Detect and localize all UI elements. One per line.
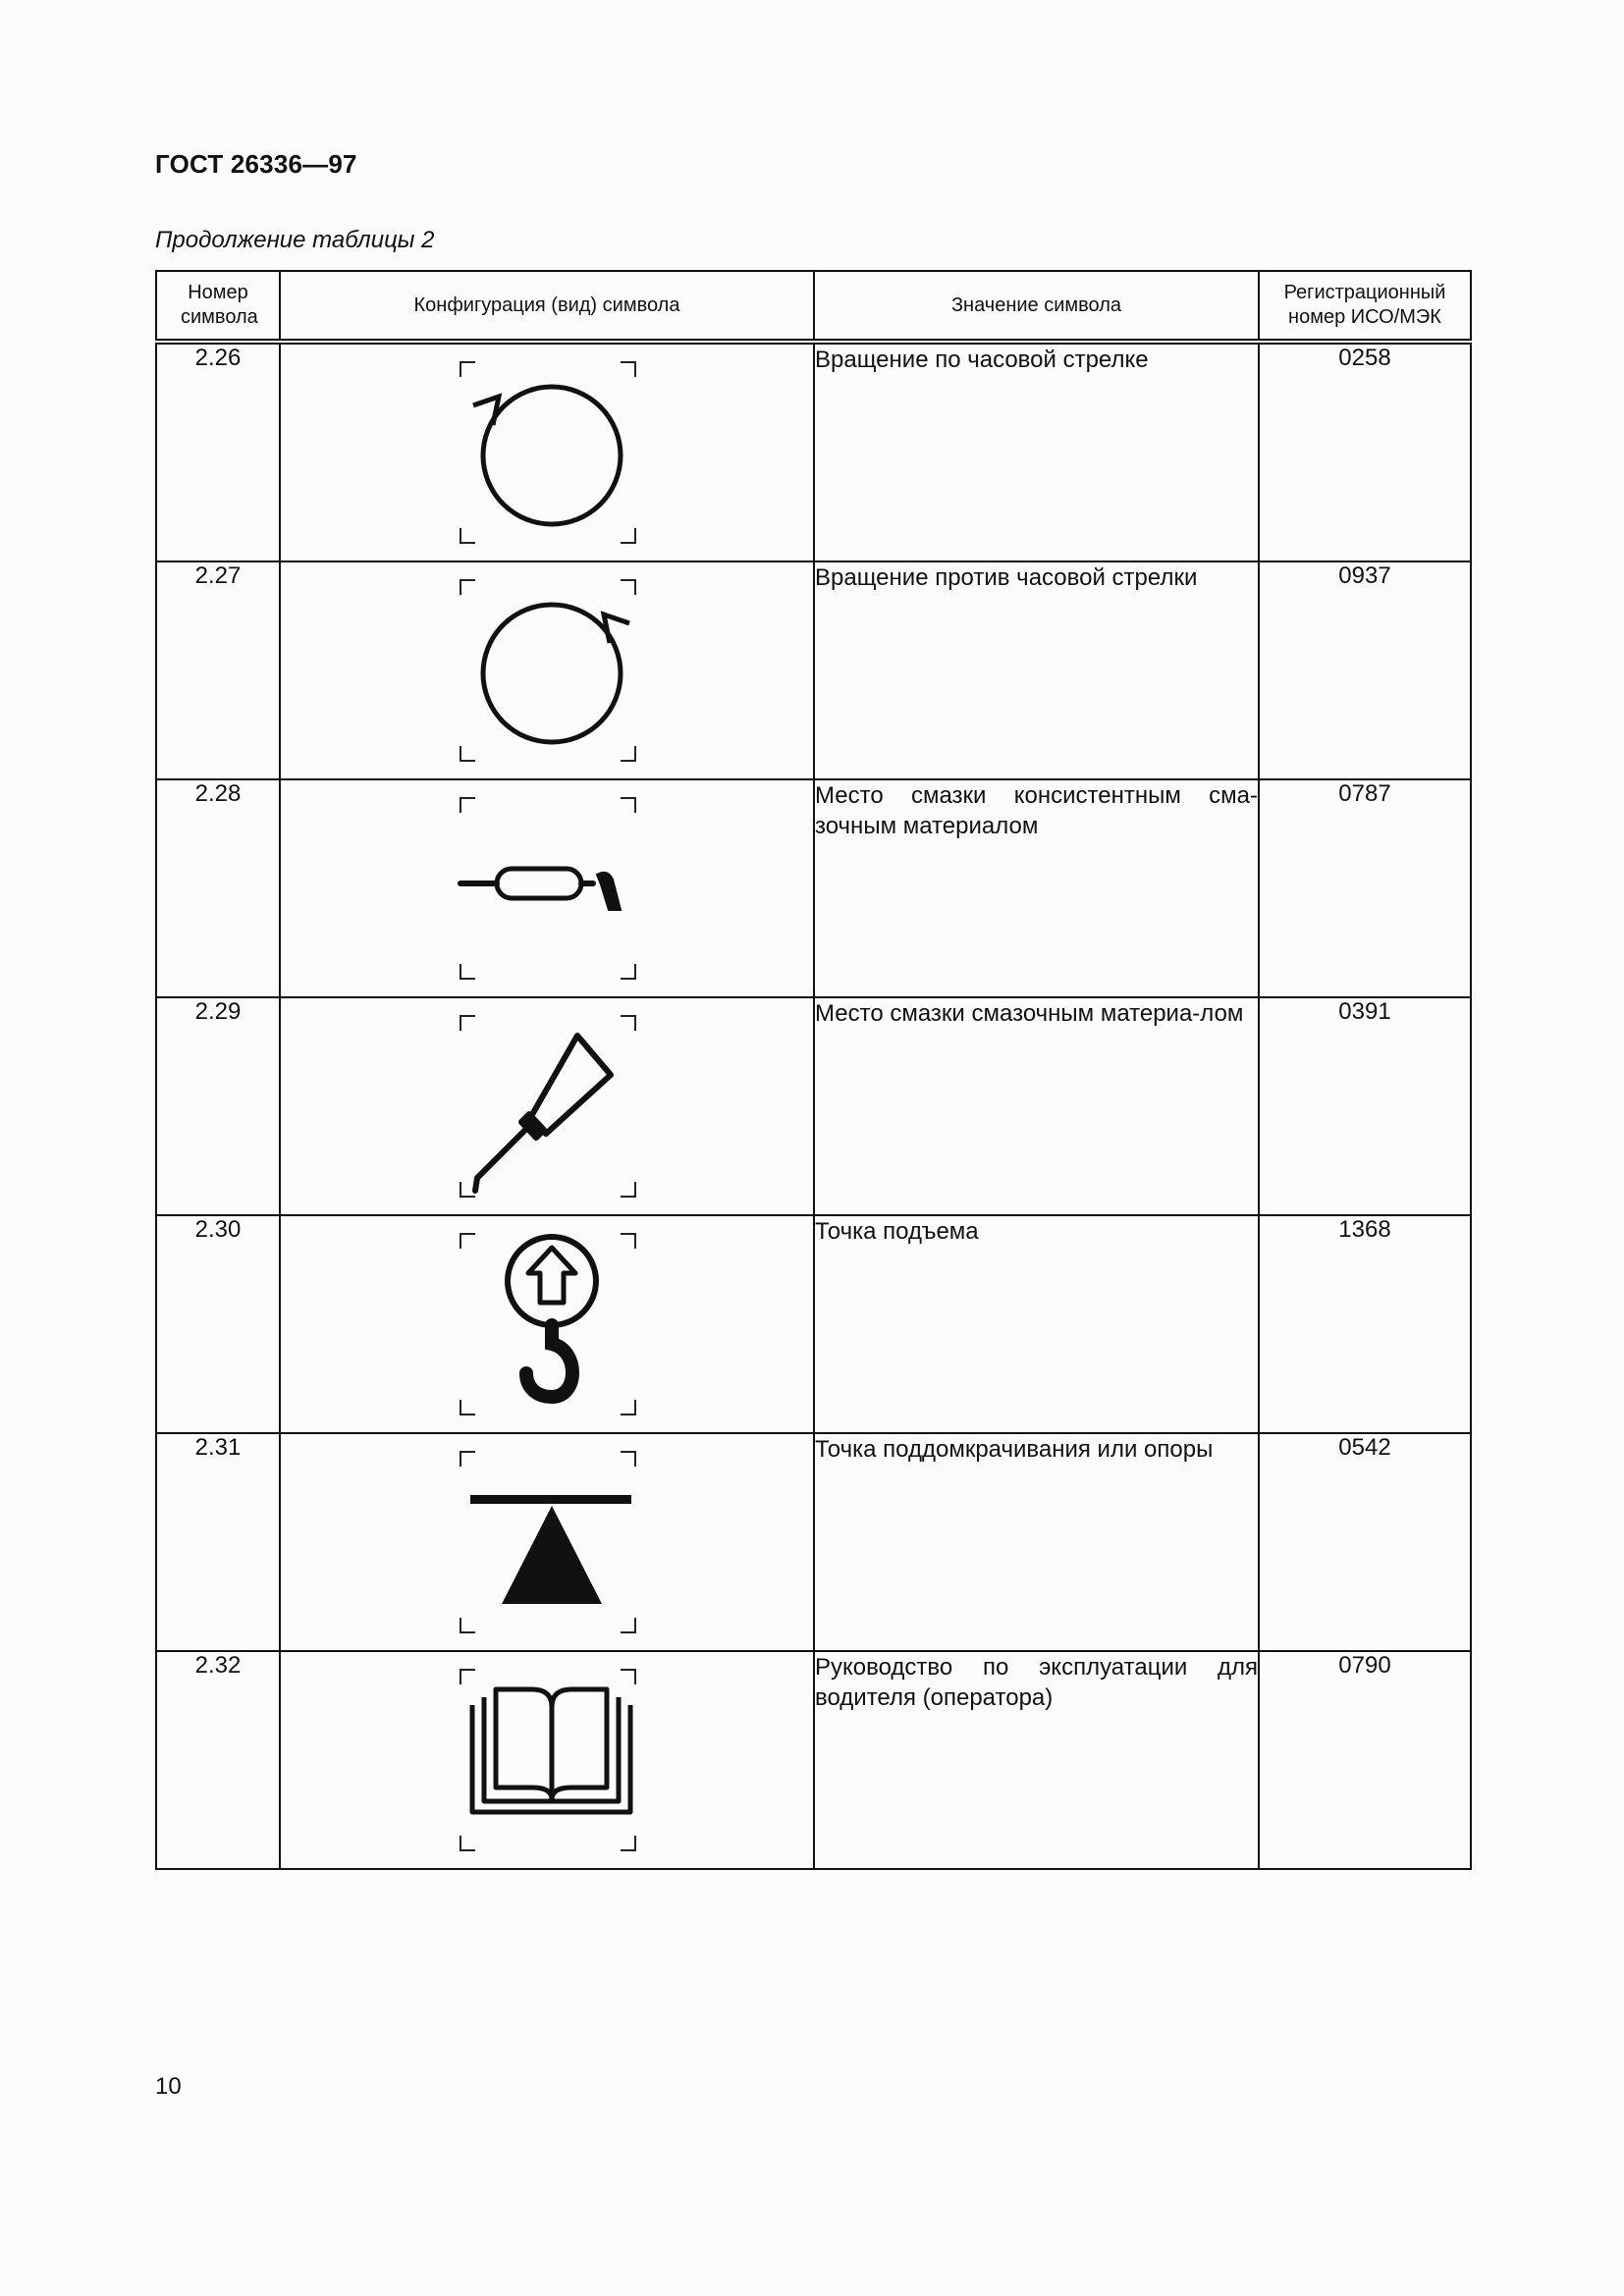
symbol-number: 2.32 <box>156 1651 280 1869</box>
table-row <box>156 779 1471 997</box>
symbol-number: 2.28 <box>156 779 280 997</box>
counterclockwise-rotation-icon <box>281 562 815 778</box>
document-code: ГОСТ 26336—97 <box>155 149 357 179</box>
symbol-meaning: Точка подъема <box>814 1215 1259 1433</box>
symbol-number: 2.30 <box>156 1215 280 1433</box>
table-row <box>156 561 1471 779</box>
symbol-meaning: Место смазки консистентным сма-зочным материалом <box>814 779 1259 997</box>
jacking-point-icon <box>281 1434 815 1650</box>
registration-number: 0258 <box>1259 342 1471 561</box>
symbol-cell <box>280 1433 814 1651</box>
symbol-cell <box>280 342 814 561</box>
column-header-number <box>156 271 280 342</box>
table-header-row <box>156 271 1471 342</box>
table-row <box>156 342 1471 561</box>
symbol-meaning: Руководство по эксплуатации для водителя (оператора) <box>814 1651 1259 1869</box>
symbol-cell <box>280 779 814 997</box>
symbol-meaning: Вращение против часовой стрелки <box>814 561 1259 779</box>
lifting-hook-icon <box>281 1216 815 1432</box>
column-header-number-label: Номер символа <box>181 282 258 328</box>
table-row <box>156 1433 1471 1651</box>
symbol-number: 2.27 <box>156 561 280 779</box>
symbol-meaning: Вращение по часовой стрелке <box>814 342 1259 561</box>
registration-number: 1368 <box>1259 1215 1471 1433</box>
column-header-reg <box>1259 271 1471 342</box>
symbol-number: 2.31 <box>156 1433 280 1651</box>
symbol-meaning: Место смазки смазочным материа-лом <box>814 997 1259 1215</box>
operator-manual-icon <box>281 1652 815 1868</box>
registration-number: 0391 <box>1259 997 1471 1215</box>
oil-can-icon <box>281 998 815 1214</box>
symbol-number: 2.26 <box>156 342 280 561</box>
symbol-cell <box>280 561 814 779</box>
clockwise-rotation-icon <box>281 345 815 561</box>
registration-number: 0542 <box>1259 1433 1471 1651</box>
table-caption: Продолжение таблицы 2 <box>155 227 435 253</box>
symbol-meaning: Точка поддомкрачивания или опоры <box>814 1433 1259 1651</box>
page-number: 10 <box>155 2073 182 2100</box>
column-header-meaning: Значение символа <box>814 271 1259 342</box>
table-row <box>156 997 1471 1215</box>
symbols-table <box>155 270 1472 1870</box>
symbol-cell <box>280 1215 814 1433</box>
column-header-symbol: Конфигурация (вид) символа <box>280 271 814 342</box>
symbol-number: 2.29 <box>156 997 280 1215</box>
column-header-reg-label: Регистрационный номер ИСО/МЭК <box>1283 282 1446 328</box>
registration-number: 0937 <box>1259 561 1471 779</box>
table-row <box>156 1651 1471 1869</box>
symbol-cell <box>280 997 814 1215</box>
table-row <box>156 1215 1471 1433</box>
registration-number: 0790 <box>1259 1651 1471 1869</box>
grease-gun-icon <box>281 780 815 996</box>
symbol-cell <box>280 1651 814 1869</box>
registration-number: 0787 <box>1259 779 1471 997</box>
